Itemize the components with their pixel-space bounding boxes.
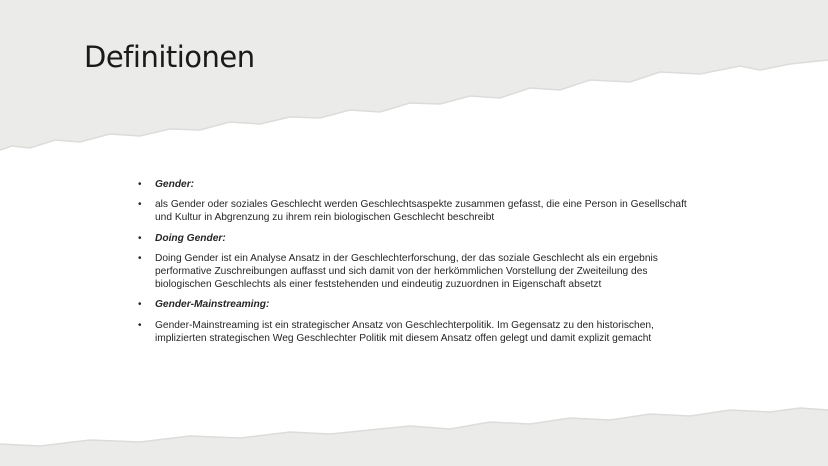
definition-gender: als Gender oder soziales Geschlecht werden Geschlechtsaspekte zusammen gefasst, die eine Person in Gesellschaft und Kultur in Abgrenzung zu ihrem rein biologischen Geschlecht beschreibt bbox=[155, 199, 687, 224]
list-item bbox=[138, 319, 698, 345]
definition-list bbox=[138, 178, 698, 352]
torn-paper-bottom-decoration bbox=[0, 396, 828, 466]
bullet-icon: • bbox=[138, 319, 142, 331]
term-gender-mainstreaming: Gender-Mainstreaming: bbox=[155, 299, 270, 311]
list-item bbox=[138, 198, 698, 224]
bullet-icon: • bbox=[138, 299, 142, 311]
bullet-icon: • bbox=[138, 179, 142, 190]
definition-doing-gender: Doing Gender ist ein Analyse Ansatz in der Geschlechterforschung, der das soziale Geschlecht als ein ergebnis performative Zuschreibungen auffasst und sich damit von der herkömmlichen Vorstellung der Zweiteilung des biologischen Geschlechts als einer feststehenden und eindeutig zuzuordnen in Eigenschaft absetzt bbox=[155, 252, 658, 291]
list-item bbox=[138, 178, 698, 191]
torn-paper-top-decoration bbox=[0, 0, 828, 170]
bullet-icon: • bbox=[138, 199, 142, 211]
list-item bbox=[138, 298, 698, 311]
bullet-icon: • bbox=[138, 232, 142, 244]
term-doing-gender: Doing Gender: bbox=[155, 232, 226, 244]
slide-title: Definitionen bbox=[84, 40, 255, 74]
list-item bbox=[138, 232, 698, 245]
definition-gender-mainstreaming: Gender-Mainstreaming ist ein strategischer Ansatz von Geschlechterpolitik. Im Gegensatz zu den historischen, implizierten strategischen Weg Geschlechter Politik mit diesem Ansatz offen gelegt und damit explizit gemacht bbox=[155, 319, 654, 344]
list-item bbox=[138, 252, 698, 292]
bullet-icon: • bbox=[138, 252, 142, 264]
term-gender: Gender: bbox=[155, 179, 195, 190]
